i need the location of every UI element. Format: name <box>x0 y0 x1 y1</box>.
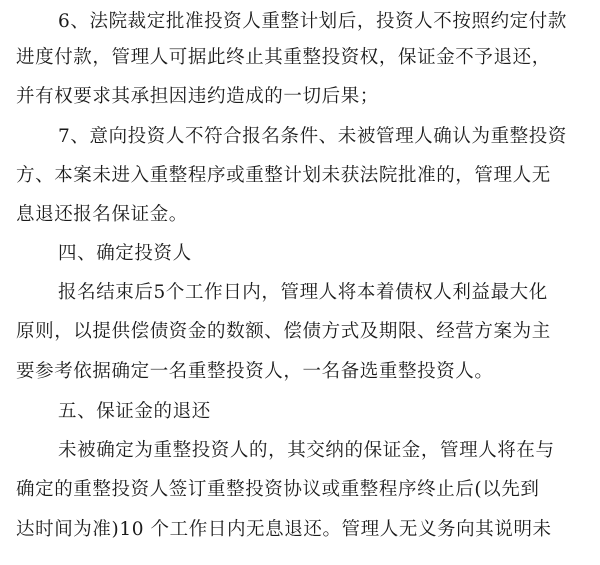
section-5-line-1: 未被确定为重整投资人的，其交纳的保证金，管理人将在与 <box>58 440 555 461</box>
clause-6-line-3: 并有权要求其承担因违约造成的一切后果； <box>16 86 379 107</box>
clause-6-line-1: 6、法院裁定批准投资人重整计划后，投资人不按照约定付款 <box>58 11 567 32</box>
section-5-line-3: 达时间为准)10 个工作日内无息退还。管理人无义务向其说明未 <box>16 519 552 540</box>
section-heading-determine-investor: 四、确定投资人 <box>58 243 192 264</box>
section-4-line-1: 报名结束后5个工作日内，管理人将本着债权人利益最大化 <box>58 282 548 303</box>
clause-7-line-1: 7、意向投资人不符合报名条件、未被管理人确认为重整投资 <box>58 126 567 147</box>
section-heading-deposit-refund: 五、保证金的退还 <box>58 401 211 422</box>
section-4-line-3: 要参考依据确定一名重整投资人，一名备选重整投资人。 <box>16 361 494 382</box>
section-5-line-2: 确定的重整投资人签订重整投资协议或重整程序终止后(以先到 <box>16 479 540 500</box>
clause-7-line-2: 方、本案未进入重整程序或重整计划未获法院批准的，管理人无 <box>16 165 551 186</box>
clause-6-line-2: 进度付款，管理人可据此终止其重整投资权，保证金不予退还， <box>16 47 551 68</box>
clause-7-line-3: 息退还报名保证金。 <box>16 204 188 225</box>
section-4-line-2: 原则，以提供偿债资金的数额、偿债方式及期限、经营方案为主 <box>16 321 551 342</box>
